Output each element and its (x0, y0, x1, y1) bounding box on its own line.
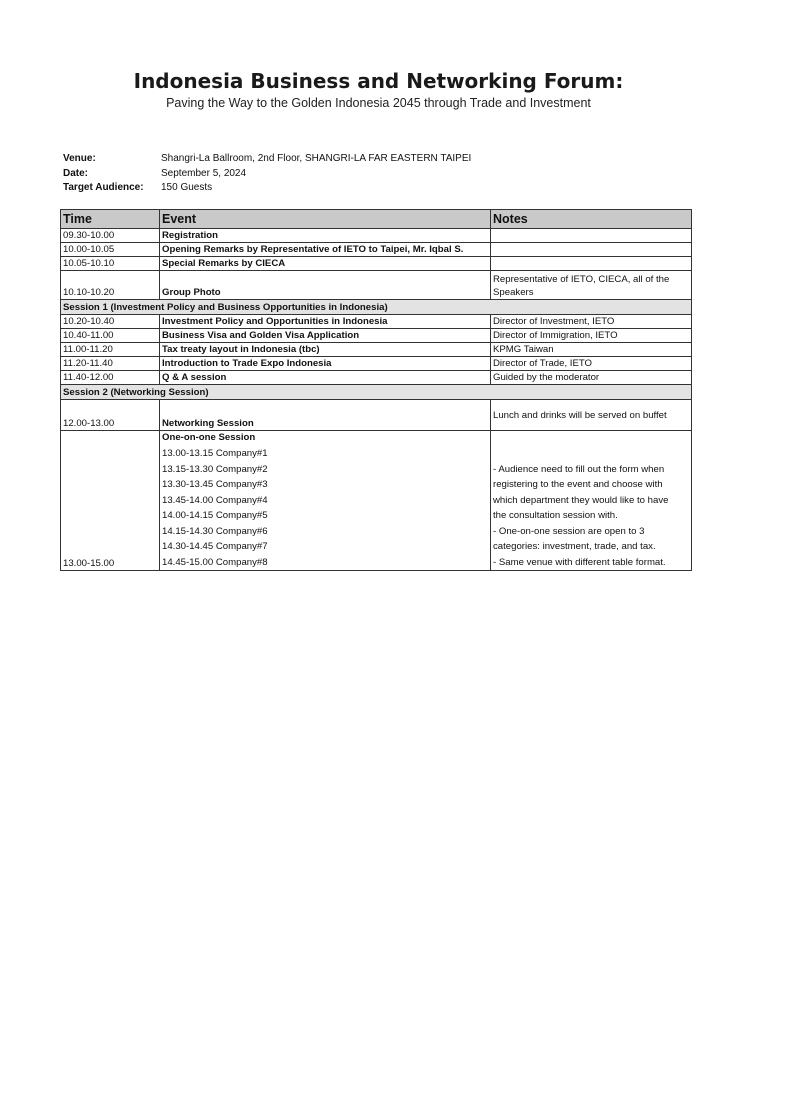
company-slot: 13.00-13.15 Company#1 (162, 448, 268, 459)
company-slot: 14.30-14.45 Company#7 (162, 541, 268, 552)
audience-value: 150 Guests (161, 182, 213, 193)
note-line: the consultation session with. (493, 510, 618, 521)
time-cell: 11.20-11.40 (61, 357, 160, 371)
one-on-one-notes (491, 431, 692, 571)
session-row (61, 300, 692, 315)
table-row (61, 243, 692, 257)
time-cell: 10.05-10.10 (61, 257, 160, 271)
note-line: categories: investment, trade, and tax. (493, 541, 656, 552)
note-line: - One-on-one session are open to 3 (493, 525, 645, 537)
time-cell: 11.40-12.00 (61, 371, 160, 385)
table-row (61, 257, 692, 271)
table-row (61, 271, 692, 300)
event-cell: Q & A session (160, 371, 491, 385)
company-slot: 13.15-13.30 Company#2 (162, 463, 268, 475)
notes-cell (491, 229, 692, 243)
notes-cell: Director of Trade, IETO (491, 357, 692, 371)
event-cell: Opening Remarks by Representative of IETO to Taipei, Mr. Iqbal S. (160, 243, 491, 257)
notes-cell: KPMG Taiwan (491, 343, 692, 357)
notes-cell (491, 257, 692, 271)
time-cell: 09.30-10.00 (61, 229, 160, 243)
table-header (61, 210, 692, 229)
table-row (61, 431, 692, 571)
table-row (61, 315, 692, 329)
notes-cell: Director of Immigration, IETO (491, 329, 692, 343)
notes-cell (491, 243, 692, 257)
event-cell: Registration (160, 229, 491, 243)
document-subtitle: Paving the Way to the Golden Indonesia 2045 through Trade and Investment (166, 96, 591, 110)
event-cell: Group Photo (160, 271, 491, 300)
event-cell: Business Visa and Golden Visa Application (160, 329, 491, 343)
date-row (63, 167, 471, 182)
audience-label: Target Audience: (63, 182, 144, 193)
table-row (61, 371, 692, 385)
notes-cell: Lunch and drinks will be served on buffet (491, 400, 692, 431)
table-row (61, 343, 692, 357)
event-cell: Investment Policy and Opportunities in Indonesia (160, 315, 491, 329)
time-cell: 10.10-10.20 (61, 271, 160, 300)
session-row (61, 385, 692, 400)
one-on-one-title: One-on-one Session (162, 432, 256, 443)
document-title: Indonesia Business and Networking Forum: (133, 69, 624, 93)
company-slot: 14.00-14.15 Company#5 (162, 510, 268, 521)
event-cell: Networking Session (160, 400, 491, 431)
note-line: which department they would like to have (493, 494, 669, 506)
note-line: - Audience need to fill out the form when (493, 463, 665, 475)
audience-row (63, 181, 471, 196)
table-row (61, 400, 692, 431)
venue-value: Shangri-La Ballroom, 2nd Floor, SHANGRI-LA FAR EASTERN TAIPEI (161, 153, 472, 164)
date-value: September 5, 2024 (161, 167, 247, 179)
venue-row (63, 152, 471, 167)
time-cell: 10.20-10.40 (61, 315, 160, 329)
header-event: Event (160, 210, 491, 229)
table-row (61, 229, 692, 243)
note-line: registering to the event and choose with (493, 479, 663, 490)
one-on-one-cell (160, 431, 491, 571)
company-slot: 14.15-14.30 Company#6 (162, 525, 268, 537)
time-cell: 13.00-15.00 (61, 431, 160, 571)
company-slot: 14.45-15.00 Company#8 (162, 556, 268, 568)
company-slot: 13.45-14.00 Company#4 (162, 494, 268, 506)
time-cell: 12.00-13.00 (61, 400, 160, 431)
notes-cell: Director of Investment, IETO (491, 315, 692, 329)
table-row (61, 329, 692, 343)
date-label: Date: (63, 167, 89, 179)
header-time: Time (61, 210, 160, 229)
event-info (63, 152, 471, 196)
session-1-label: Session 1 (Investment Policy and Business Opportunities in Indonesia) (61, 300, 692, 315)
venue-label: Venue: (63, 153, 96, 164)
agenda-table (60, 209, 692, 571)
notes-cell: Guided by the moderator (491, 371, 692, 385)
time-cell: 10.00-10.05 (61, 243, 160, 257)
table-row (61, 357, 692, 371)
session-2-label: Session 2 (Networking Session) (61, 385, 692, 400)
header-notes: Notes (491, 210, 692, 229)
note-line: - Same venue with different table format. (493, 556, 666, 568)
company-slot: 13.30-13.45 Company#3 (162, 479, 268, 490)
time-cell: 10.40-11.00 (61, 329, 160, 343)
event-cell: Tax treaty layout in Indonesia (tbc) (160, 343, 491, 357)
event-cell: Special Remarks by CIECA (160, 257, 491, 271)
notes-cell: Representative of IETO, CIECA, all of the Speakers (491, 271, 692, 300)
event-cell: Introduction to Trade Expo Indonesia (160, 357, 491, 371)
time-cell: 11.00-11.20 (61, 343, 160, 357)
